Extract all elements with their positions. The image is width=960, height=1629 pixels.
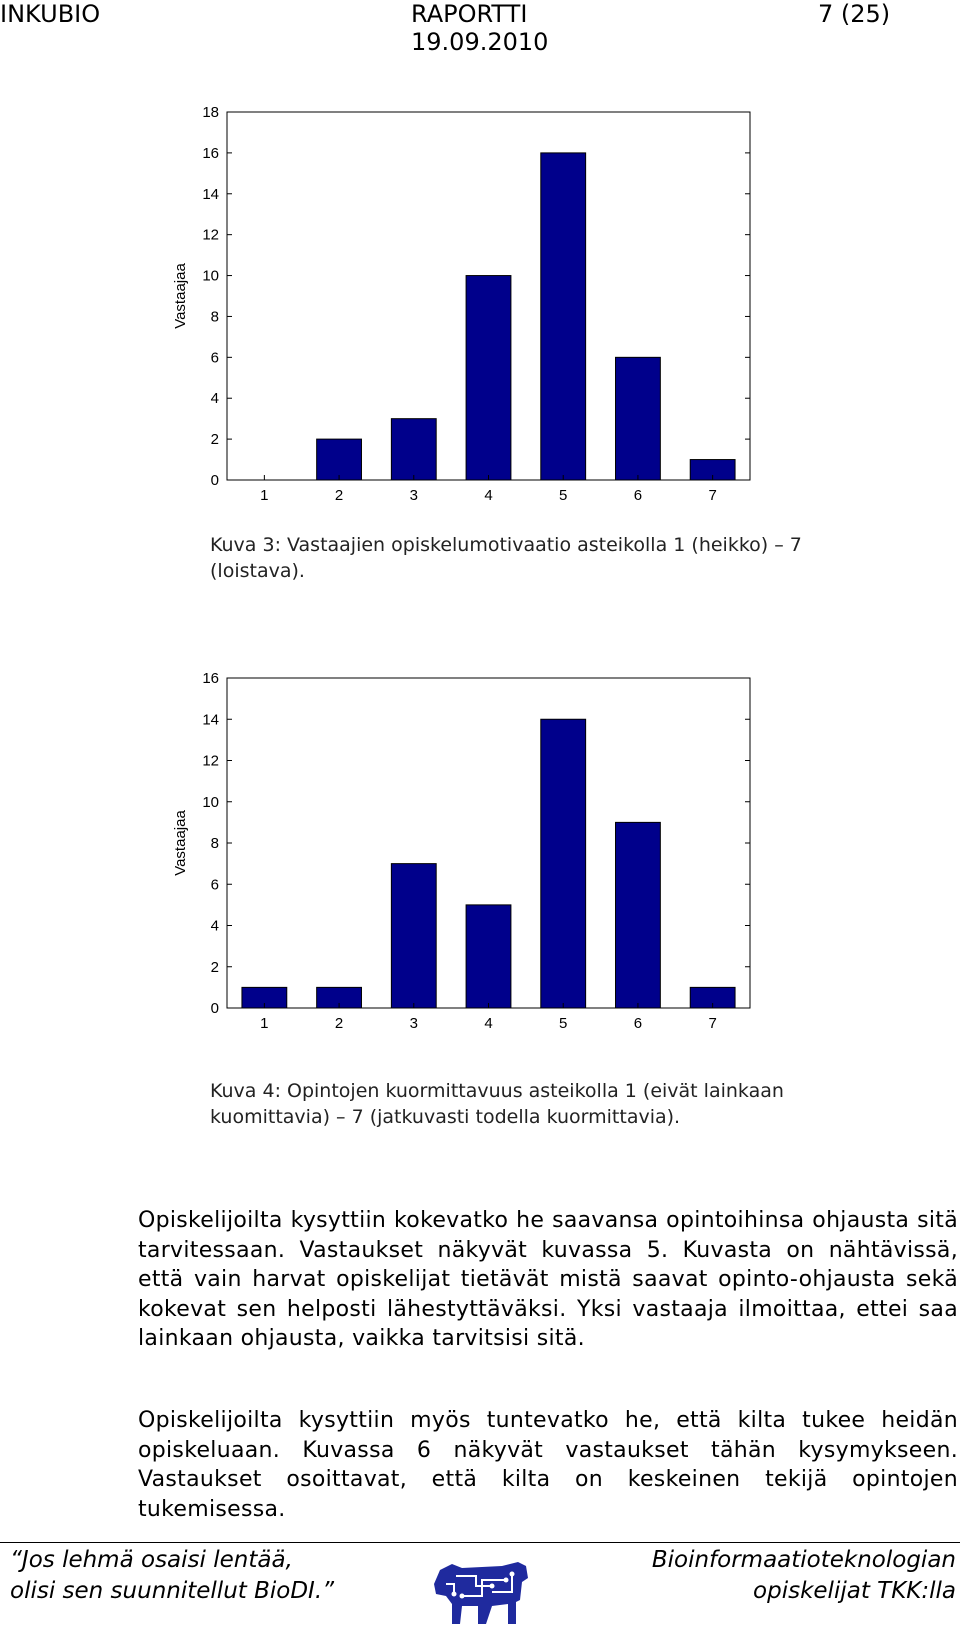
chart2-ylabel: Vastaajaa: [172, 810, 189, 876]
footer-quote: [10, 1545, 334, 1607]
chart1-xtick-label: 1: [260, 487, 269, 504]
chart1-bar-3: [391, 419, 436, 480]
header-left: INKUBIO: [0, 0, 101, 28]
chart2-ytick-label: 8: [210, 835, 219, 852]
chart2-ytick-label: 10: [202, 793, 219, 811]
chart1-xtick-label: 7: [708, 487, 717, 504]
chart1-bar-5: [541, 153, 586, 480]
chart2-ytick-label: 6: [210, 876, 219, 894]
chart1-ytick-label: 6: [210, 349, 219, 367]
footer-org-line-1: Bioinformaatioteknologian: [651, 1547, 956, 1573]
chart2-ytick-label: 16: [202, 670, 219, 687]
chart2-xtick-label: 6: [633, 1015, 643, 1032]
chart-workload-svg: [150, 660, 790, 1060]
circuit-cow-logo-icon: [432, 1556, 532, 1629]
chart1-ylabel: Vastaajaa: [172, 263, 189, 329]
chart2-ytick-label: 12: [202, 752, 219, 770]
chart1-xtick-label: 2: [334, 487, 344, 504]
body-paragraph-2: Opiskelijoilta kysyttiin myös tuntevatko he, että kilta tukee heidän opiskeluaan. Kuvassa 6 näkyvät vastaukset tähän kysymykseen. Vastaukset osoittavat, että kilta on keskeinen tekijä opintojen tukemisessa.: [138, 1408, 958, 1522]
chart1-bar-2: [317, 439, 362, 480]
chart1-ytick-label: 8: [210, 308, 219, 326]
figure-3-caption: Kuva 3: Vastaajien opiskelumotivaatio asteikolla 1 (heikko) – 7 (loistava).: [210, 534, 802, 582]
chart1-ytick-label: 2: [210, 431, 219, 449]
chart2-xtick-label: 3: [409, 1015, 418, 1032]
chart2-ytick-label: 2: [210, 958, 219, 976]
chart1-xtick-label: 5: [559, 487, 568, 504]
chart1-ytick-label: 0: [210, 472, 219, 489]
chart-motivation-svg: [150, 92, 790, 522]
footer-divider: [0, 1542, 960, 1543]
footer-quote-line-1: “Jos lehmä osaisi lentää,: [10, 1547, 293, 1573]
figure-4-caption: Kuva 4: Opintojen kuormittavuus asteikolla 1 (eivät lainkaan kuomittavia) – 7 (jatkuvasti todella kuormittavia).: [210, 1080, 784, 1128]
chart2-bar-5: [541, 719, 586, 1008]
chart1-ytick-label: 16: [202, 144, 219, 162]
chart1-xtick-label: 6: [633, 487, 643, 504]
chart1-bar-6: [616, 357, 661, 480]
chart2-xtick-label: 1: [260, 1015, 269, 1032]
header-page-number: 7 (25): [818, 0, 891, 28]
chart2-bar-4: [466, 905, 511, 1008]
footer-organization: [652, 1545, 956, 1607]
chart2-ytick-label: 14: [202, 711, 219, 729]
body-paragraph-1: Opiskelijoilta kysyttiin kokevatko he saavansa opintoihinsa ohjausta sitä tarvitessaan. Vastaukset näkyvät kuvassa 5. Kuvasta on nähtävissä, että vain harvat opiskelijat tietävät mistä saavat opinto-ohjausta sekä kokevat sen helposti lähestyttäväksi. Yksi vastaaja ilmoittaa, ettei saa lainkaan ohjausta, vaikka tarvitsisi sitä.: [138, 1208, 958, 1351]
chart2-ytick-label: 4: [210, 917, 219, 935]
chart1-ytick-label: 12: [202, 226, 219, 244]
chart2-bar-3: [391, 864, 436, 1008]
chart1-ytick-label: 18: [202, 104, 219, 121]
chart-workload: [150, 660, 790, 1060]
chart2-ytick-label: 0: [210, 1000, 219, 1017]
chart2-xtick-label: 2: [334, 1015, 344, 1032]
chart2-xtick-label: 7: [708, 1015, 717, 1032]
chart1-xtick-label: 4: [484, 487, 493, 504]
chart1-bar-4: [466, 276, 511, 480]
chart1-ytick-label: 14: [202, 185, 219, 203]
chart1-ytick-label: 4: [210, 390, 219, 408]
footer-quote-line-2: olisi sen suunnitellut BioDI.”: [10, 1578, 335, 1604]
footer-org-line-2: opiskelijat TKK:lla: [753, 1578, 956, 1604]
header-report-label: RAPORTTI: [411, 0, 528, 28]
chart1-ytick-label: 10: [202, 267, 219, 285]
chart-motivation: [150, 92, 790, 522]
chart2-xtick-label: 4: [484, 1015, 493, 1032]
chart2-xtick-label: 5: [559, 1015, 568, 1032]
header-date: 19.09.2010: [411, 28, 549, 56]
chart1-xtick-label: 3: [409, 487, 418, 504]
chart2-bar-6: [616, 822, 661, 1008]
